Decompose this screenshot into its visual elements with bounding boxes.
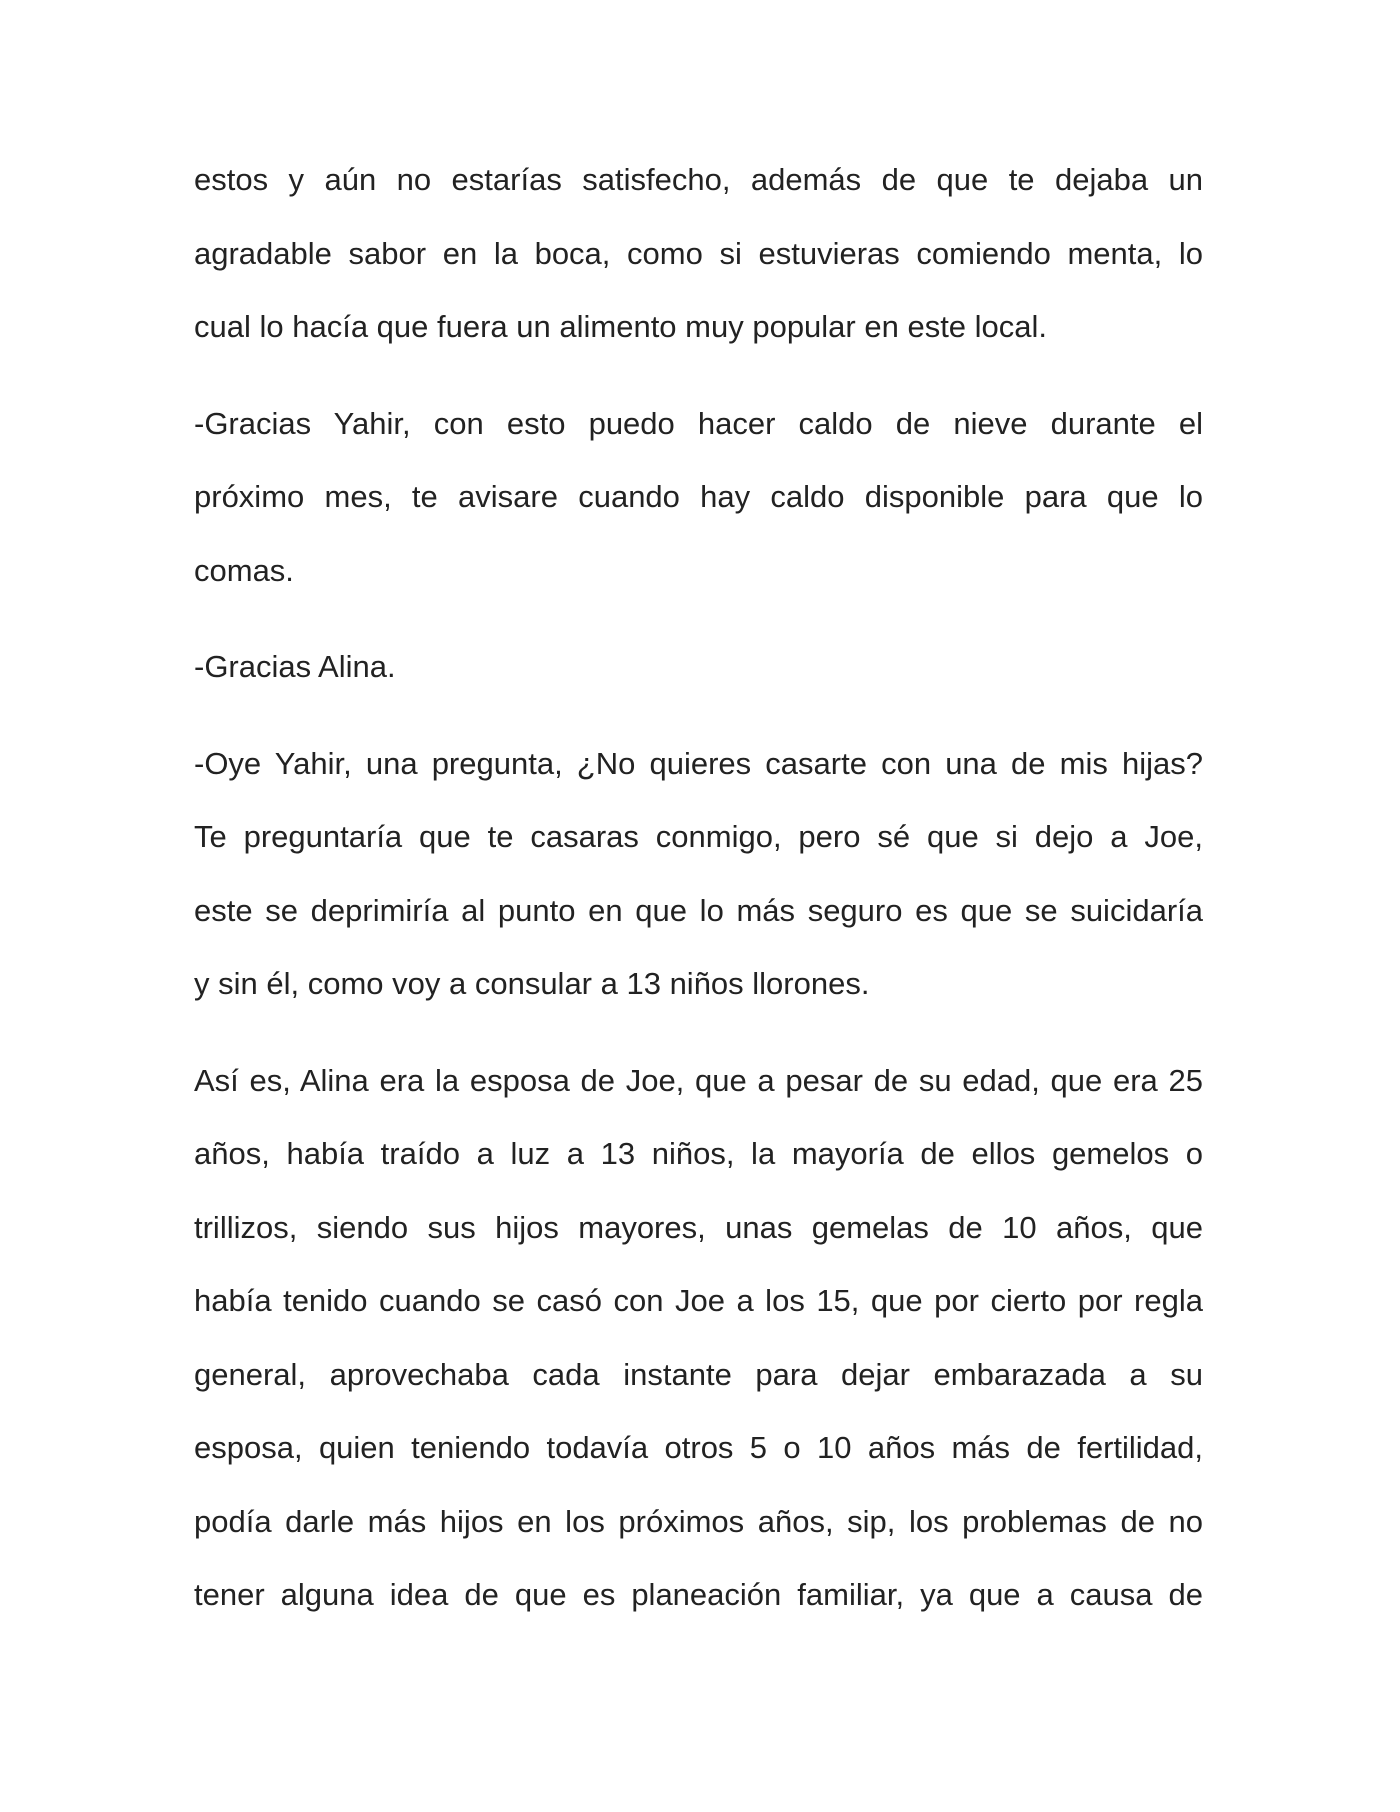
text-line: comas. [194,552,294,588]
body-text [194,152,1203,1641]
text-line: cual lo hacía que fuera un alimento muy popular en este local. [194,309,1048,344]
text-line: estos y aún no estarías satisfecho, además de que te dejaba un [194,162,1203,197]
text-line: años, había traído a luz a 13 niños, la mayoría de ellos gemelos o [194,1136,1203,1171]
text-line: Te preguntaría que te casaras conmigo, pero sé que si dejo a Joe, [194,819,1203,854]
paragraph-1 [194,152,1203,373]
text-line: este se deprimiría al punto en que lo más seguro es que se suicidaría [194,892,1203,928]
paragraph-5 [194,1053,1203,1641]
text-line: trillizos, siendo sus hijos mayores, unas gemelas de 10 años, que [194,1209,1203,1245]
text-line: agradable sabor en la boca, como si estuvieras comiendo menta, lo [194,235,1203,271]
paragraph-spacing [194,1030,1203,1053]
text-line: -Oye Yahir, una pregunta, ¿No quieres casarte con una de mis hijas? [194,745,1203,781]
text-line: esposa, quien teniendo todavía otros 5 o 10 años más de fertilidad, [194,1430,1203,1465]
paragraph-spacing [194,616,1203,639]
text-line: -Gracias Yahir, con esto puedo hacer caldo de nieve durante el [194,405,1203,441]
paragraph-spacing [194,373,1203,396]
text-line: -Gracias Alina. [194,649,396,684]
text-line: había tenido cuando se casó con Joe a los 15, que por cierto por regla [194,1283,1203,1318]
text-line: y sin él, como voy a consular a 13 niños llorones. [194,966,870,1001]
paragraph-3 [194,639,1203,713]
text-line: tener alguna idea de que es planeación familiar, ya que a causa de [194,1577,1203,1612]
text-line: Así es, Alina era la esposa de Joe, que a pesar de su edad, que era 25 [194,1062,1203,1098]
text-line: general, aprovechaba cada instante para dejar embarazada a su [194,1356,1203,1392]
paragraph-2 [194,396,1203,617]
text-line: podía darle más hijos en los próximos años, sip, los problemas de no [194,1503,1203,1539]
paragraph-spacing [194,713,1203,736]
text-line: próximo mes, te avisare cuando hay caldo disponible para que lo [194,479,1203,514]
paragraph-4 [194,736,1203,1030]
